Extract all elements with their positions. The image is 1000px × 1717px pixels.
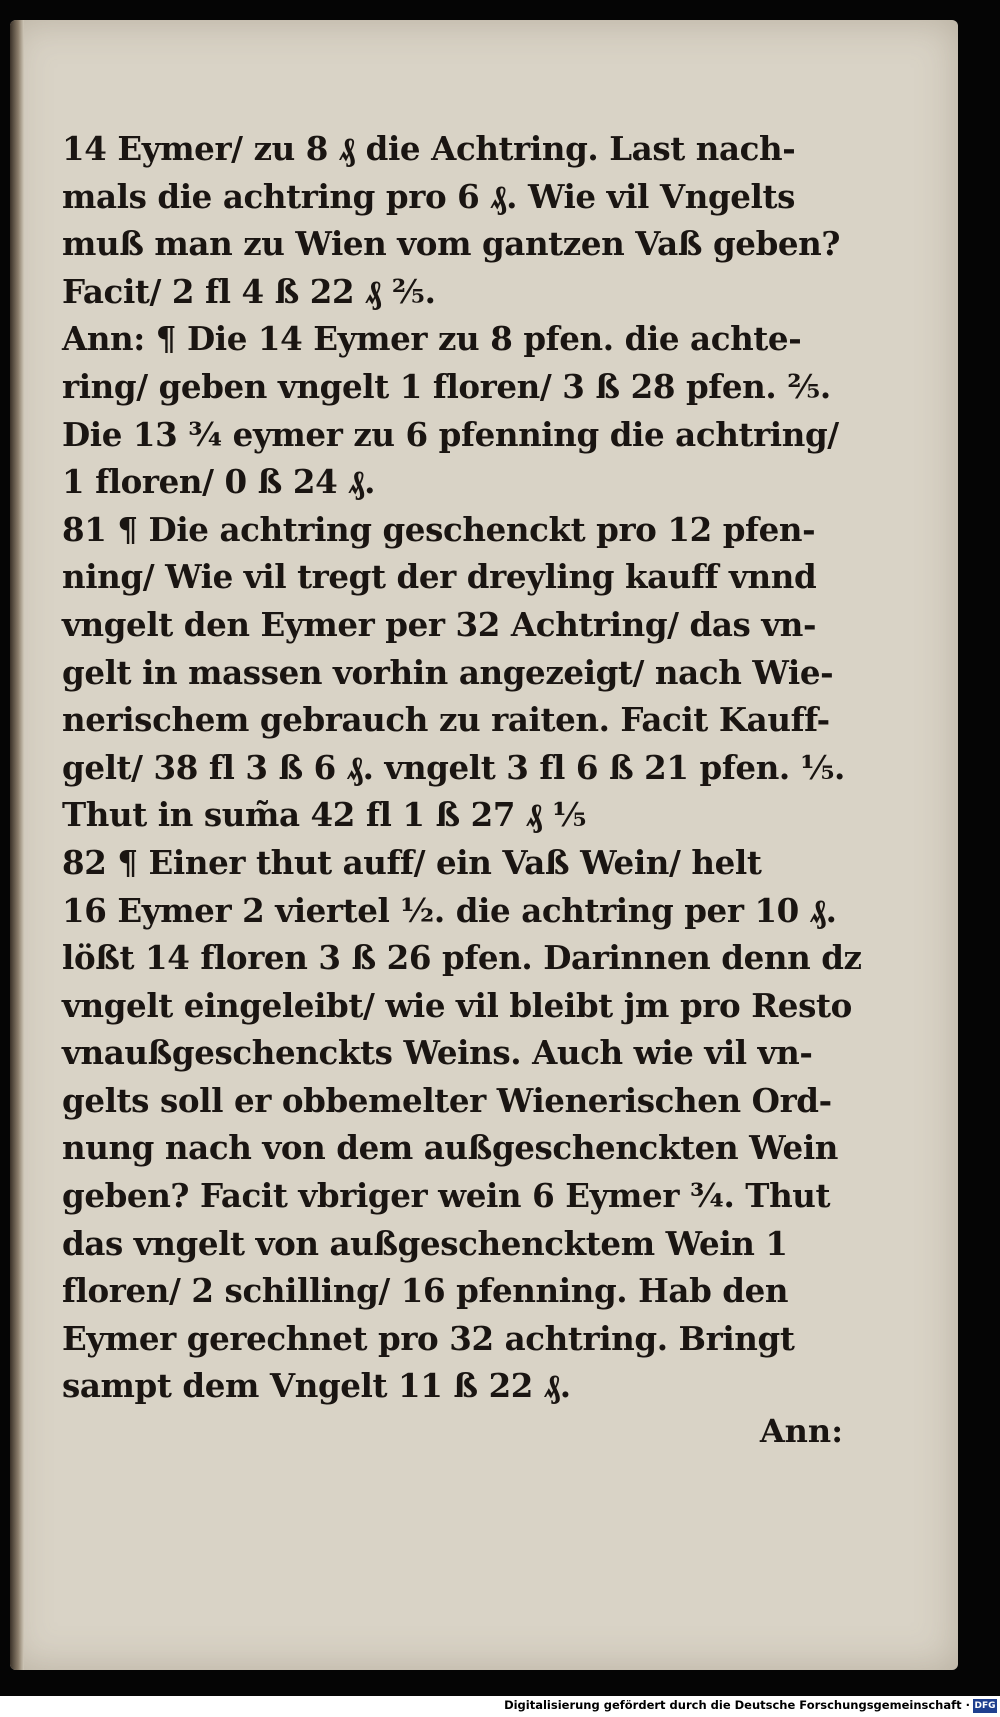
text-line: Ann: ¶ Die 14 Eymer zu 8 pfen. die achte- — [62, 319, 802, 359]
text-line: muß man zu Wien vom gantzen Vaß geben? — [62, 224, 841, 264]
text-line: 81 ¶ Die achtring geschenckt pro 12 pfen- — [62, 509, 816, 549]
funding-credit: Digitalisierung gefördert durch die Deutsche Forschungsgemeinschaft · — [504, 1698, 970, 1712]
text-line: vngelt eingeleibt/ wie vil bleibt jm pro Resto — [62, 985, 852, 1025]
text-line: Thut in sum̃a 42 fl 1 ß 27 ₰ ⅕ — [62, 795, 587, 835]
text-line: floren/ 2 schilling/ 16 pfenning. Hab den — [62, 1271, 789, 1311]
book-page — [10, 20, 958, 1670]
text-line: ning/ Wie vil tregt der dreyling kauff vnnd — [62, 557, 817, 597]
catchword: Ann: — [759, 1412, 843, 1450]
text-line: 16 Eymer 2 viertel ½. die achtring per 10 ₰. — [62, 890, 837, 930]
text-line: nung nach von dem außgeschenckten Wein — [62, 1128, 839, 1168]
dfg-logo-icon: DFG — [974, 1701, 996, 1711]
text-line: sampt dem Vngelt 11 ß 22 ₰. — [62, 1366, 571, 1406]
footer-bar — [0, 1696, 1000, 1717]
text-line: geben? Facit vbriger wein 6 Eymer ¾. Thut — [62, 1176, 831, 1216]
page-binding-edge — [10, 20, 24, 1670]
page-text — [62, 125, 882, 1410]
text-line: ring/ geben vngelt 1 floren/ 3 ß 28 pfen. ²⁄₅. — [62, 366, 831, 406]
text-line: gelt in massen vorhin angezeigt/ nach Wie- — [62, 652, 834, 692]
text-line: gelt/ 38 fl 3 ß 6 ₰. vngelt 3 fl 6 ß 21 pfen. ⅕. — [62, 747, 845, 787]
text-line: lößt 14 floren 3 ß 26 pfen. Darinnen denn dz — [62, 938, 862, 978]
text-line: vnaußgeschenckts Weins. Auch wie vil vn- — [62, 1033, 813, 1073]
text-line: Facit/ 2 fl 4 ß 22 ₰ ²⁄₅. — [62, 271, 436, 311]
text-line: Eymer gerechnet pro 32 achtring. Bringt — [62, 1318, 795, 1358]
text-line: 1 floren/ 0 ß 24 ₰. — [62, 462, 375, 502]
text-line: das vngelt von außgeschencktem Wein 1 — [62, 1223, 788, 1263]
text-line: 14 Eymer/ zu 8 ₰ die Achtring. Last nach- — [62, 129, 796, 168]
text-line: mals die achtring pro 6 ₰. Wie vil Vngelts — [62, 176, 796, 216]
text-line: vngelt den Eymer per 32 Achtring/ das vn- — [62, 604, 817, 644]
text-line: gelts soll er obbemelter Wienerischen Ord- — [62, 1080, 832, 1120]
text-line: Die 13 ¾ eymer zu 6 pfenning die achtring/ — [62, 414, 839, 454]
text-line: nerischem gebrauch zu raiten. Facit Kauff- — [62, 700, 830, 740]
text-line: 82 ¶ Einer thut auff/ ein Vaß Wein/ helt — [62, 842, 762, 882]
